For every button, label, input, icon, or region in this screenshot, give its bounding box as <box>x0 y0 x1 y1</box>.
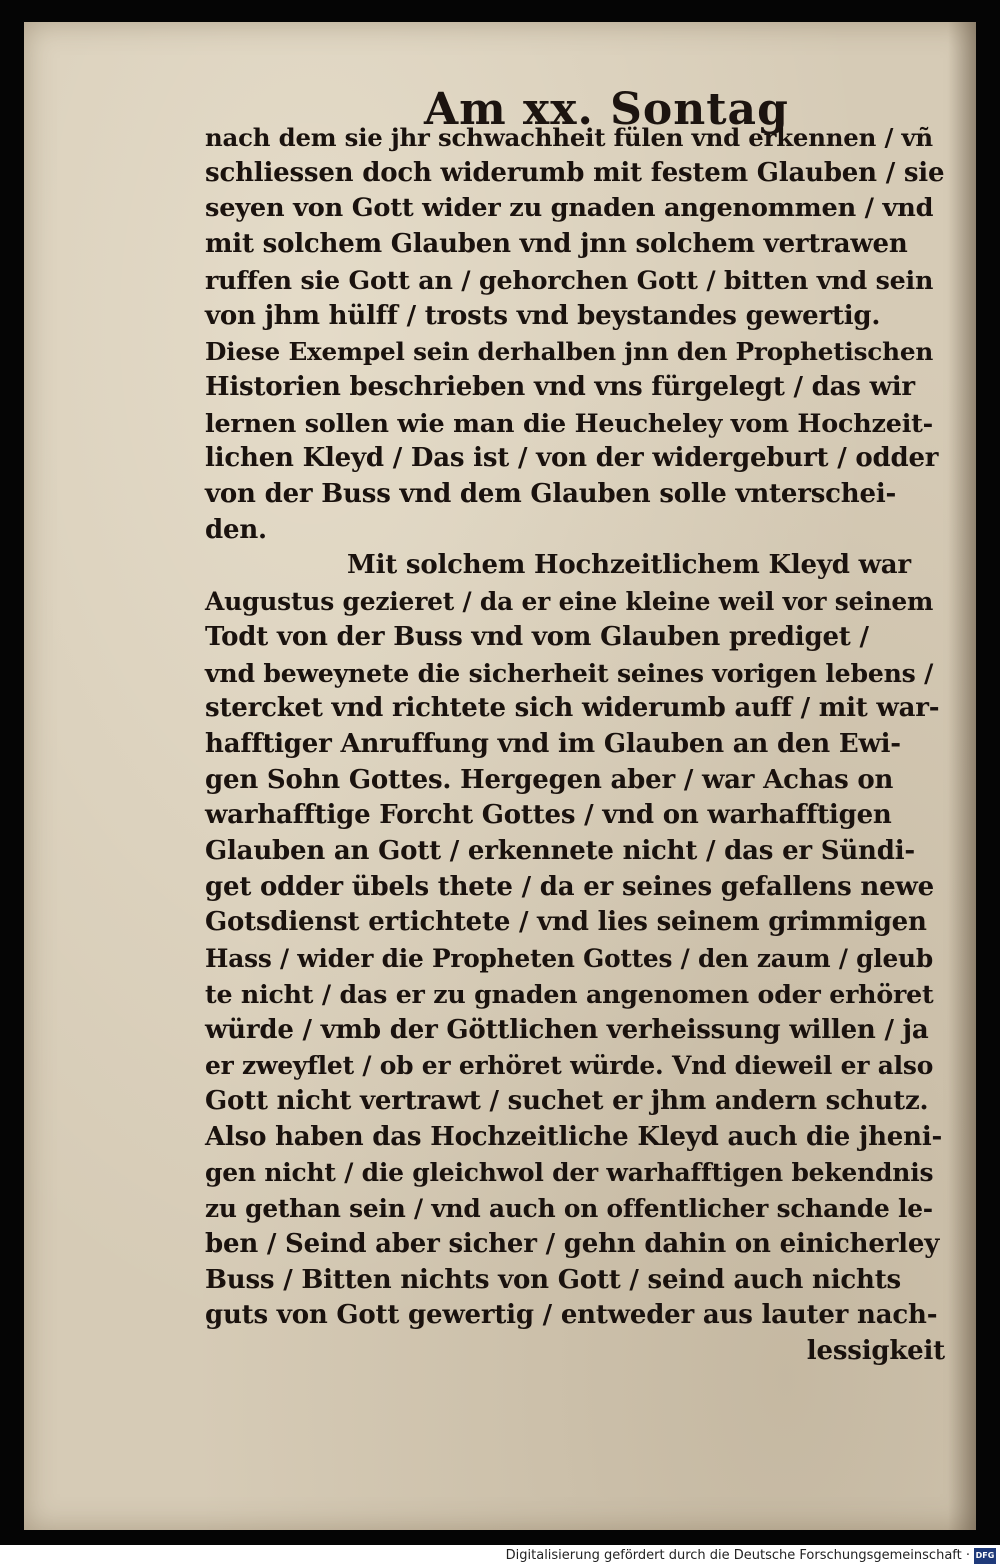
text-line: Gotsdienst ertichtete / vnd lies seinem grimmigen <box>205 907 927 938</box>
text-line: hafftiger Anruffung vnd im Glauben an den Ewi- <box>205 728 901 759</box>
text-line: Glauben an Gott / erkennete nicht / das er Sündi- <box>205 836 915 867</box>
text-line: nach dem sie jhr schwachheit fülen vnd erkennen / vñ <box>205 123 933 152</box>
text-line: er zweyflet / ob er erhöret würde. Vnd dieweil er also <box>205 1051 934 1081</box>
text-line: warhafftige Forcht Gottes / vnd on warhafftigen <box>205 800 892 831</box>
text-line: Todt von der Buss vnd vom Glauben prediget / <box>205 621 869 652</box>
body-text <box>205 120 945 1370</box>
text-line: Gott nicht vertrawt / suchet er jhm andern schutz. <box>205 1085 929 1116</box>
text-line: stercket vnd richtete sich widerumb auff / mit war- <box>205 693 940 724</box>
text-line: gen nicht / die gleichwol der warhafftigen bekendnis <box>205 1158 934 1188</box>
text-line: schliessen doch widerumb mit festem Glauben / sie <box>205 157 945 188</box>
text-line: ben / Seind aber sicher / gehn dahin on einicherley <box>205 1228 940 1259</box>
text-line: Also haben das Hochzeitliche Kleyd auch die jheni- <box>205 1121 943 1152</box>
text-line: von der Buss vnd dem Glauben solle vnterschei- <box>205 479 897 510</box>
text-line: get odder übels thete / da er seines gefallens newe <box>205 871 934 902</box>
text-line: Diese Exempel sein derhalben jnn den Prophetischen <box>205 337 934 367</box>
text-line: Historien beschrieben vnd vns fürgelegt / das wir <box>205 371 915 402</box>
page-edge-shadow <box>948 22 976 1530</box>
text-line: würde / vmb der Göttlichen verheissung willen / ja <box>205 1014 929 1045</box>
text-line: gen Sohn Gottes. Hergegen aber / war Achas on <box>205 764 894 795</box>
text-line: den. <box>205 514 267 545</box>
text-line: seyen von Gott wider zu gnaden angenommen / vnd <box>205 193 934 224</box>
text-line: Buss / Bitten nichts von Gott / seind auch nichts <box>205 1264 901 1295</box>
running-head: Am xx. Sontag <box>424 84 789 135</box>
funding-credit: Digitalisierung gefördert durch die Deutsche Forschungsgemeinschaft · <box>505 1548 970 1563</box>
dfg-logo-icon: DFG <box>974 1548 996 1564</box>
text-line: mit solchem Glauben vnd jnn solchem vertrawen <box>205 229 908 260</box>
text-line: von jhm hülff / trosts vnd beystandes gewertig. <box>205 300 881 331</box>
text-line: te nicht / das er zu gnaden angenomen oder erhöret <box>205 978 934 1009</box>
text-line: vnd beweynete die sicherheit seines vorigen lebens / <box>205 657 934 688</box>
footer-bar <box>0 1545 1000 1568</box>
text-line: ruffen sie Gott an / gehorchen Gott / bitten vnd sein <box>205 264 934 295</box>
text-line: guts von Gott gewertig / entweder aus lauter nach- <box>205 1300 938 1331</box>
text-line: Hass / wider die Propheten Gottes / den zaum / gleub <box>205 944 934 974</box>
text-line: Augustus gezieret / da er eine kleine weil vor seinem <box>205 587 934 617</box>
catchword: lessigkeit <box>806 1335 945 1366</box>
text-line: lichen Kleyd / Das ist / von der widergeburt / odder <box>205 443 939 474</box>
paragraph-start-line: Mit solchem Hochzeitlichem Kleyd war <box>347 550 911 581</box>
text-line: lernen sollen wie man die Heucheley vom Hochzeit- <box>205 407 934 438</box>
text-line: zu gethan sein / vnd auch on offentlicher schande le- <box>205 1194 933 1224</box>
